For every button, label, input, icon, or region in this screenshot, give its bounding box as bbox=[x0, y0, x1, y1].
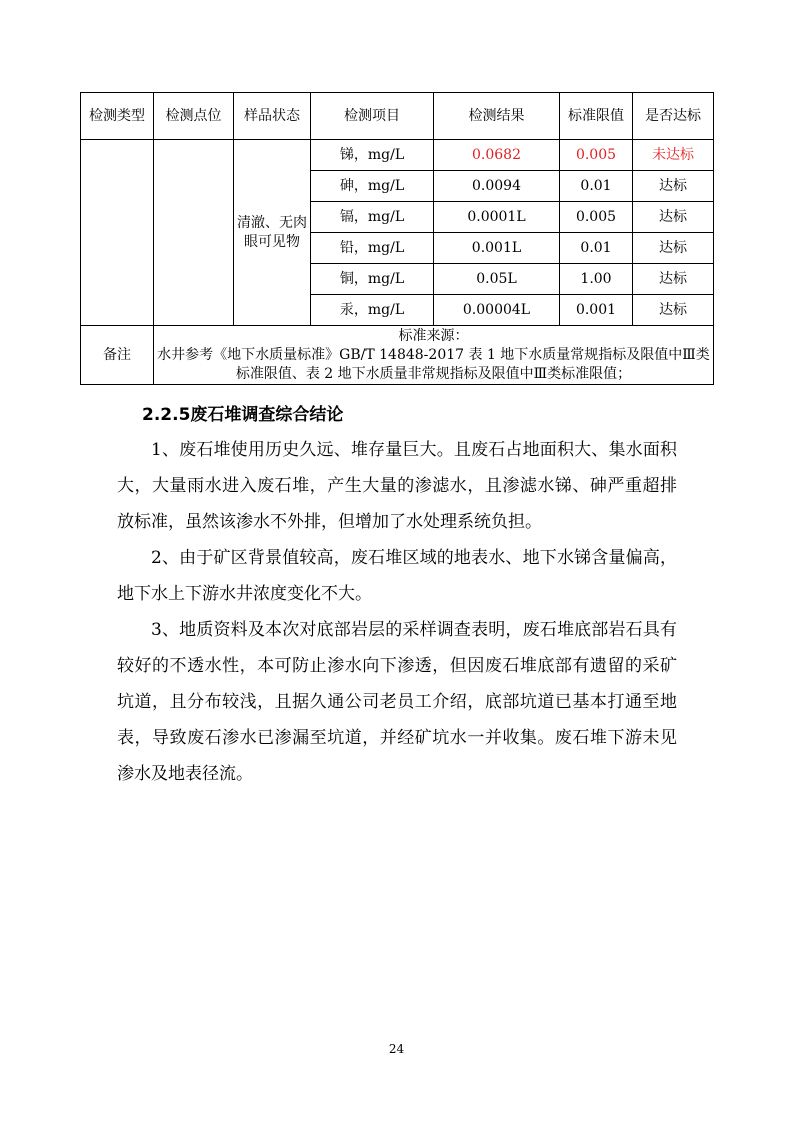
remark-row bbox=[81, 326, 714, 385]
limit-cell: 0.001 bbox=[560, 295, 633, 326]
header-cell-result: 检测结果 bbox=[434, 93, 560, 140]
point-cell bbox=[154, 140, 234, 326]
header-cell-point: 检测点位 bbox=[154, 93, 234, 140]
result-cell: 0.05L bbox=[434, 264, 560, 295]
remark-label: 备注 bbox=[81, 326, 154, 385]
page-number: 24 bbox=[388, 1042, 405, 1056]
limit-cell: 0.01 bbox=[560, 171, 633, 202]
header-cell-item: 检测项目 bbox=[311, 93, 434, 140]
limit-cell: 1.00 bbox=[560, 264, 633, 295]
status-cell: 达标 bbox=[633, 202, 714, 233]
table-header-row bbox=[81, 93, 714, 140]
result-cell: 0.00004L bbox=[434, 295, 560, 326]
header-cell-limit: 标准限值 bbox=[560, 93, 633, 140]
header-cell-type: 检测类型 bbox=[81, 93, 154, 140]
limit-cell: 0.005 bbox=[560, 140, 633, 171]
remark-line-1: 标准来源： bbox=[398, 327, 469, 344]
remark-line-2: 水井参考《地下水质量标准》GB/T 14848-2017 表 1 地下水质量常规指标及限值中Ⅲ类标准限值、表 2 地下水质量非常规指标及限值中Ⅲ类标准限值； bbox=[157, 346, 710, 382]
item-cell: 锑，mg/L bbox=[311, 140, 434, 171]
status-cell: 达标 bbox=[633, 171, 714, 202]
status-cell: 达标 bbox=[633, 233, 714, 264]
status-cell: 未达标 bbox=[633, 140, 714, 171]
table-row bbox=[81, 140, 714, 171]
item-cell: 汞，mg/L bbox=[311, 295, 434, 326]
result-cell: 0.001L bbox=[434, 233, 560, 264]
result-cell: 0.0682 bbox=[434, 140, 560, 171]
result-cell: 0.0094 bbox=[434, 171, 560, 202]
status-cell: 达标 bbox=[633, 295, 714, 326]
item-cell: 铜，mg/L bbox=[311, 264, 434, 295]
conclusion-body bbox=[117, 432, 677, 792]
paragraph-3: 3、地质资料及本次对底部岩层的采样调查表明，废石堆底部岩石具有较好的不透水性，本可防止渗水向下渗透，但因废石堆底部有遗留的采矿坑道，且分布较浅，且据久通公司老员工介绍，底部坑道已基本打通至地表，导致废石渗水已渗漏至坑道，并经矿坑水一并收集。废石堆下游未见渗水及地表径流。 bbox=[117, 620, 677, 784]
limit-cell: 0.01 bbox=[560, 233, 633, 264]
section-heading: 2.2.5废石堆调查综合结论 bbox=[142, 405, 344, 425]
remark-content bbox=[154, 326, 714, 385]
status-cell: 达标 bbox=[633, 264, 714, 295]
water-quality-table bbox=[80, 92, 714, 385]
header-cell-state: 样品状态 bbox=[234, 93, 311, 140]
header-cell-status: 是否达标 bbox=[633, 93, 714, 140]
item-cell: 铅，mg/L bbox=[311, 233, 434, 264]
limit-cell: 0.005 bbox=[560, 202, 633, 233]
result-cell: 0.0001L bbox=[434, 202, 560, 233]
item-cell: 镉，mg/L bbox=[311, 202, 434, 233]
paragraph-1: 1、废石堆使用历史久远、堆存量巨大。且废石占地面积大、集水面积大，大量雨水进入废石堆，产生大量的渗滤水，且渗滤水锑、砷严重超排放标准，虽然该渗水不外排，但增加了水处理系统负担。 bbox=[117, 440, 677, 532]
type-cell bbox=[81, 140, 154, 326]
paragraph-2: 2、由于矿区背景值较高，废石堆区域的地表水、地下水锑含量偏高，地下水上下游水井浓度变化不大。 bbox=[117, 548, 677, 604]
item-cell: 砷，mg/L bbox=[311, 171, 434, 202]
water-quality-table-wrapper bbox=[80, 92, 713, 385]
sample-state-cell: 清澈、无肉眼可见物 bbox=[234, 140, 311, 326]
